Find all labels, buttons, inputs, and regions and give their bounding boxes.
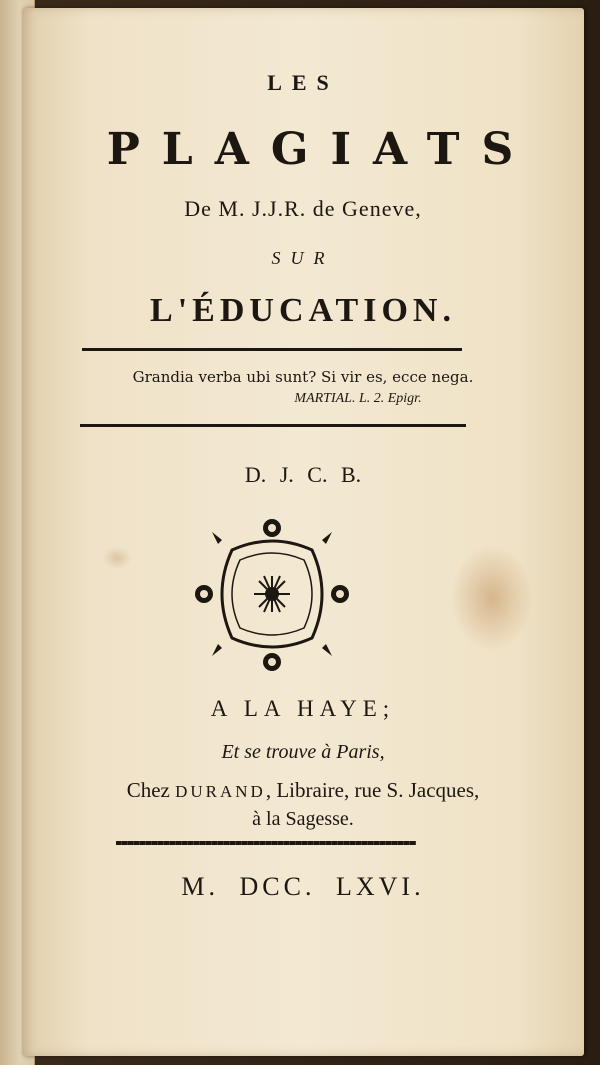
title-line-plagiats: PLAGIATS <box>106 124 536 175</box>
imprint-address: , Libraire, rue S. Jacques, <box>265 778 480 802</box>
imprint-publisher: DURAND <box>175 782 266 801</box>
imprint-paris: Et se trouve à Paris, <box>221 741 385 763</box>
epigraph-quote: Grandia verba ubi sunt? Si vir es, ecce nega. <box>132 368 474 386</box>
imprint-year: M. DCC. LXVI. <box>181 872 425 901</box>
imprint-sign: à la Sagesse. <box>252 808 354 830</box>
title-page <box>22 8 584 1056</box>
title-line-author: De M. J.J.R. de Geneve, <box>184 196 422 221</box>
printers-ornament-icon <box>192 510 352 678</box>
imprint-place: A LA HAYE; <box>210 696 396 721</box>
rule-top <box>82 348 462 351</box>
imprint-publisher-line <box>22 778 584 803</box>
epigraph-source: MARTIAL. L. 2. Epigr. <box>294 391 422 406</box>
title-line-les: LES <box>267 70 339 95</box>
title-line-education: L'ÉDUCATION. <box>150 292 456 329</box>
rule-bottom <box>116 841 416 845</box>
title-line-sur: SUR <box>271 248 335 268</box>
rule-middle <box>80 424 466 427</box>
imprint-chez: Chez <box>126 778 176 802</box>
author-initials: D. J. C. B. <box>244 462 362 487</box>
